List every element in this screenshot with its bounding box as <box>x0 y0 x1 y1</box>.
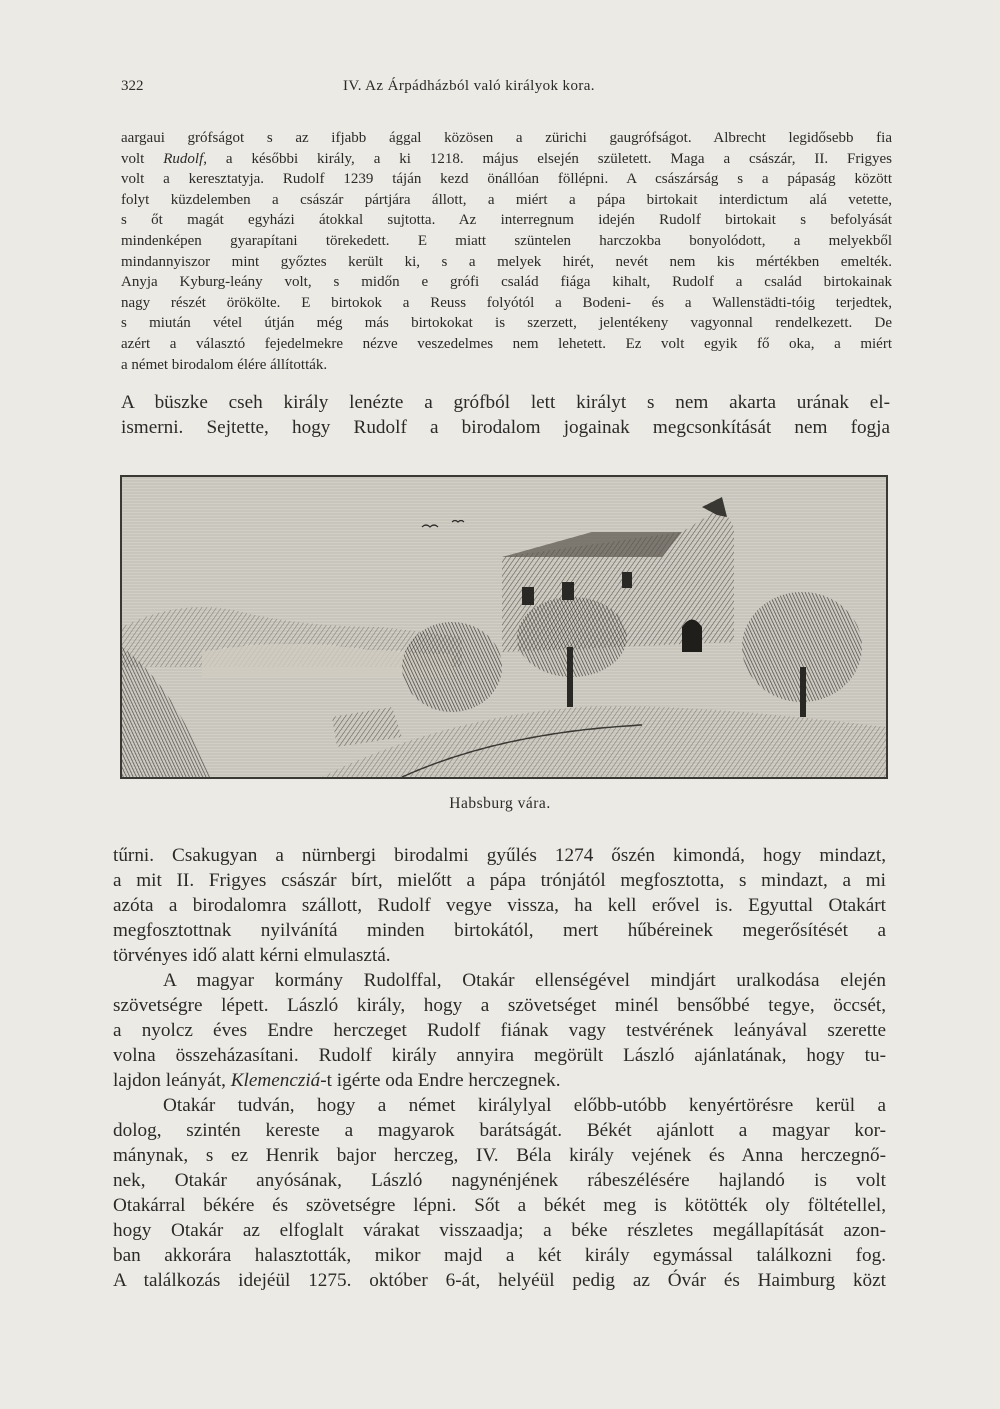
italic-name: Klemencziá <box>230 1070 321 1091</box>
text-line: lajdon leányát, Klemencziá-t igérte oda Endre herczegnek. <box>113 1070 561 1091</box>
text-line: a nyolcz éves Endre herczeget Rudolf fiának vagy testvérének leányával szerette <box>113 1020 886 1041</box>
text-line: ban akkorára halasztották, mikor majd a két király egymással találkozni fog. <box>113 1245 886 1266</box>
text-line: Otakárral békére és szövetségre lépni. Sőt a békét meg is kötötték oly föltétellel, <box>113 1195 886 1216</box>
running-head: IV. Az Árpádházból való királyok kora. <box>343 78 595 94</box>
page-header <box>121 78 883 102</box>
text-line: mánynak, s ez Henrik bajor herczeg, IV. Béla király vejének és Anna herczegnő- <box>113 1145 886 1166</box>
text-line: A találkozás idejéül 1275. október 6-át, helyéül pedig az Óvár és Haimburg közt <box>113 1270 886 1291</box>
text-line: Anyja Kyburg-leány volt, s midőn e grófi család fiága kihalt, Rudolf a család birtokainak <box>121 274 892 291</box>
text-line: szövetségre lépett. László király, hogy a szövetséget minél bensőbbé tegye, öccsét, <box>113 995 886 1016</box>
text-line: a német birodalom élére állították. <box>121 356 328 373</box>
text-line: ismerni. Sejtette, hogy Rudolf a birodalom jogainak megcsonkítását nem fogja <box>121 417 890 438</box>
text-line: hogy Otakár az elfoglalt várakat visszaadja; a béke részletes megállapítását azon- <box>113 1220 886 1241</box>
text-line: A magyar kormány Rudolffal, Otakár ellenségével mindjárt uralkodása elején <box>163 970 886 991</box>
text-line: tűrni. Csakugyan a nürnbergi birodalmi gyűlés 1274 őszén kimondá, hogy mindazt, <box>113 845 886 866</box>
page-number: 322 <box>121 78 144 94</box>
text-line: dolog, szintén kereste a magyarok barátságát. Békét ajánlott a magyar kor- <box>113 1120 886 1141</box>
text-line: megfosztottnak nyilvánítá minden birtokától, mert hűbéreinek megerősítését a <box>113 920 886 941</box>
italic-name: Rudolf <box>163 150 204 167</box>
text-line: aargaui grófságot s az ifjabb ággal közösen a zürichi gaugrófságot. Albrecht legidősebb fia <box>121 130 892 146</box>
text-line: volt Rudolf, a későbbi király, a ki 1218. május elsején született. Maga a császár, II. Frigyes <box>121 150 892 167</box>
text-line: a mit II. Frigyes császár bírt, mielőtt a pápa trónjától megfosztotta, s mindazt, a mi <box>113 870 886 891</box>
paragraph-bohemian-king <box>121 390 890 440</box>
text-line: törvényes idő alatt kérni elmulasztá. <box>113 945 391 966</box>
text-line: mindenképen gyarapítani törekedett. E miatt szüntelen harczokba bonyolódott, a melyekből <box>121 232 892 249</box>
text-line: mindannyiszor mint győztes került ki, s a melyek hirét, nevét nem kis mértékben emelték. <box>121 253 892 270</box>
text-line: A büszke cseh király lenézte a grófból lett királyt s nem akarta urának el- <box>121 392 890 413</box>
main-text-column <box>113 843 886 1293</box>
text-line: volna összeházasítani. Rudolf király annyira megörült László ajánlatának, hogy tu- <box>113 1045 886 1066</box>
castle-engraving-image <box>122 477 886 777</box>
text-line: nagy részét örökölte. E birtokok a Reuss folyótól a Bodeni- és a Wallenstädti-tóig terjedtek, <box>121 294 892 311</box>
text-line: nek, Otakár anyósának, László nagynénjének rábeszélésére hajlandó is volt <box>113 1170 886 1191</box>
text-line: folyt küzdelemben a császár pártjára állott, a miért a pápa birtokait interdictum alá vetette, <box>121 191 892 208</box>
illustration-habsburg-castle <box>120 475 888 779</box>
intro-paragraph <box>121 128 892 375</box>
text-line: azóta a birodalomra szállott, Rudolf vegye vissza, ha kell erővel is. Egyuttal Otakárt <box>113 895 886 916</box>
text-line: Otakár tudván, hogy a német királylyal előbb-utóbb kenyértörésre kerül a <box>163 1095 886 1116</box>
figure-caption: Habsburg vára. <box>449 795 551 812</box>
text-line: s miután vétel útján még más birtokokat is szerzett, jelentékeny vagyonnal rendelkezett. De <box>121 315 892 332</box>
text-line: azért a választó fejedelmekre nézve veszedelmes nem lehetett. Ez volt egyik fő oka, a miért <box>121 335 892 352</box>
text-line: volt a keresztatyja. Rudolf 1239 táján kezd önállóan föllépni. A császárság s a pápaság között <box>121 171 892 188</box>
text-line: s őt magát egyházi átokkal sujtotta. Az interregnum idején Rudolf birtokait s befolyását <box>121 212 892 229</box>
